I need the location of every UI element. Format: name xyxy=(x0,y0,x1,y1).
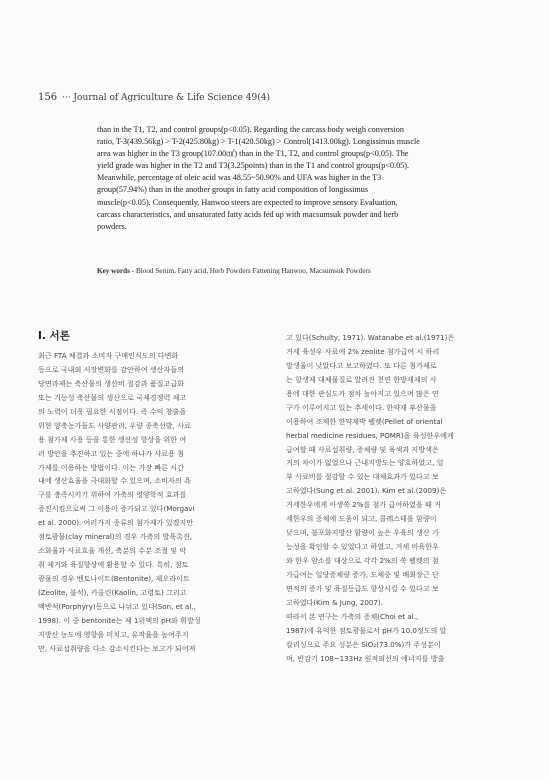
body-text-line: 능성을 확인할 수 있었다고 하였고, 거세 비육한우 xyxy=(286,542,439,552)
body-text-line: 1998). 이 중 bentonite는 제 1위액의 pH와 휘발성 xyxy=(38,615,201,625)
body-text-line: 당면과제는 축산물의 생산비 절감과 품질고급화 xyxy=(38,378,185,388)
body-text-line: 면적의 증가 및 육질등급도 향상시킬 수 있다고 보 xyxy=(286,583,439,593)
abstract-line: carcass characteristics, and unsaturated fatty acids fed up with macsumsuk powder and herb xyxy=(97,209,399,219)
body-text-line: 거세 육성우 사료에 2% zeolite 첨가급여 시 하리 xyxy=(286,346,440,356)
body-text-line: 만, 사료섭취량을 다소 감소시킨다는 보고가 되어져 xyxy=(38,643,196,653)
body-text-line: 고하였다(Sung et al. 2001). Kim et al.(2009)은 xyxy=(286,486,447,496)
body-text-line: 발생율이 낮았다고 보고하였다. 또 다른 첨가제로 xyxy=(286,360,437,370)
body-text-line: 용 첨가제 사용 등을 통한 생산성 향상을 위한 여 xyxy=(38,434,187,444)
body-text-line: 러 방안을 추진하고 있는 중에 하나가 사료용 첨 xyxy=(38,448,184,458)
abstract-line: ratio, T-3(439.56kg) > T-2(425.80kg) > T-1(420.50kg) > Control(1413.00kg). Longissimus muscle xyxy=(97,137,420,147)
running-header xyxy=(38,92,270,103)
body-text-line: 위한 양축농가들도 사양관리, 우량 종축선발, 사료 xyxy=(38,420,191,430)
abstract-line: muscle(p<0.05). Consequently, Hanwoo steers are expected to improve sensory Evaluation, xyxy=(97,197,398,207)
body-text-line: 내에 생산효율을 극대화할 수 있으며, 소비자의 욕 xyxy=(38,476,191,486)
body-text-line: 고하였다(Kim & Jung, 2007). xyxy=(286,597,383,607)
body-text-line: 가제를 이용하는 방법이다. 이는 가장 빠른 시간 xyxy=(38,462,184,472)
body-text-line: 고 있다(Schulty, 1971). Watanabe et al.(1971)은 xyxy=(286,333,455,342)
body-text-line: 지방산 농도에 영향을 미치고, 유작율을 높여주지 xyxy=(38,629,189,639)
page-number: 156 xyxy=(38,92,58,103)
abstract-line: group(57.94%) than in the another groups in fatty acid composition of longissimus xyxy=(97,185,369,195)
journal-title: ··· Journal of Agriculture & Life Science 49(4) xyxy=(61,93,270,103)
abstract-line: than in the T1, T2, and control groups(p<0.05). Regarding the carcass body weigh conversion xyxy=(97,125,404,134)
body-text-line: 급여할 때 사료섭취량, 증체량 및 육색과 지방색은 xyxy=(286,444,439,454)
body-text-line: 이용하여 조제한 한약재박 펠렛(Pellet of oriental xyxy=(286,416,443,426)
body-text-line: 구가 이루어지고 있는 추세이다. 한약재 부산물을 xyxy=(286,402,437,412)
body-text-line: 따라서 본 연구는 가축의 증체(Choi et al., xyxy=(286,611,419,621)
body-text-line: 의 노력이 더욱 필요한 시점이다. 즉 수익 창출을 xyxy=(38,406,187,416)
body-text-line: 세한우의 증체에 도움이 되고, 콜레스테롤 함량이 xyxy=(286,514,437,524)
abstract-line: powders. xyxy=(97,221,127,231)
abstract-line: Meanwhile, percentage of oleic acid was 48.55~50.90% and UFA was higher in the T3 xyxy=(97,173,382,183)
body-text-line: 맥반석(Porphyry)등으로 나뉘고 있다(Son, et al., xyxy=(38,601,196,611)
body-text-line: 칼리성으로 주요 성분은 SiO₂(73.0%)가 주성분이 xyxy=(286,639,441,649)
body-text-line: 는 항생제 대체물질로 알려진 천연 한방재제의 사 xyxy=(286,374,437,384)
body-text-line: 가급여는 일당증체량 증가, 도체중 및 배최장근 단 xyxy=(286,569,439,579)
body-text-line: 낮으며, 불포화지방산 함량이 높은 우육의 생산 가 xyxy=(286,528,439,538)
body-text-line: 1987)에 유익한 점토광물로서 pH가 10.0정도의 알 xyxy=(286,625,447,635)
body-text-line: et al. 2000). 여러가지 종류의 첨가제가 있겠지만 xyxy=(38,518,194,528)
keywords-label: Key words xyxy=(97,267,130,275)
body-text-line: 증진시킴으로써 그 이용이 증가되고 있다(Morgavi xyxy=(38,504,195,514)
body-text-line: 소화율과 사료효율 개선, 축분의 수분 조절 및 악 xyxy=(38,546,187,556)
body-column-left xyxy=(38,349,274,656)
body-text-line: herbal medicine residues, POMR)을 육성한우에게 xyxy=(286,430,454,440)
body-text-line: 부 사료비를 절감할 수 있는 대체효과가 있다고 보 xyxy=(286,472,439,482)
body-text-line: 와 한우 암소를 대상으로 각각 2%의 쑥 펠렛의 첨 xyxy=(286,556,439,565)
body-text-line: 광물의 경우 벤토나이트(Bentonite), 제오라이트 xyxy=(38,574,190,583)
body-text-line: 최근 FTA 체결과 소비자 구매인식도의 다변화 xyxy=(38,351,179,360)
keywords-line xyxy=(97,267,487,275)
body-text-line: 거의 차이가 없었으나 근내지방도는 양호하였고, 일 xyxy=(286,458,444,468)
body-text-line: 거세한우에게 아생쑥 2%를 첨가 급여하였을 때 거 xyxy=(286,500,441,510)
body-text-line: 며, 반감기 108~133Hz 원적외선의 에너지를 방출 xyxy=(286,653,445,663)
body-text-line: 용에 대한 관심도가 점차 높아지고 있으며 많은 연 xyxy=(286,388,439,398)
body-text-line: 점토광물(clay mineral)의 경우 가축의 발육촉진, xyxy=(38,532,193,542)
body-text-line: (Zeolite, 불석), 카올린(Kaolin, 고령토) 그리고 xyxy=(38,587,187,597)
body-text-line: 구를 충족시키기 위하여 가축의 영양학적 효과를 xyxy=(38,490,187,500)
body-text-line: 또는 기능성 축산물의 생산으로 국제경쟁력 제고 xyxy=(38,392,187,402)
abstract-line: area was higher in the T3 group(107.00㎠) than in the T1, T2, and control groups(p<0.05). The xyxy=(97,149,409,159)
body-text-line: 등으로 국내외 시장변화를 감안하여 생산자들의 xyxy=(38,364,185,374)
body-column-right xyxy=(286,331,522,666)
abstract-line: yield grade was higher in the T2 and T3(3.25points) than in the T1 and control groups(p<0.05). xyxy=(97,161,410,171)
abstract-block xyxy=(97,124,477,233)
body-text-line: 취 제거와 육질향상에 활용할 수 있다. 특히, 점토 xyxy=(38,560,189,570)
section-title-introduction: Ⅰ. 서론 xyxy=(38,330,70,342)
keywords-text: - Blood Serum, Fatty acid, Herb Powders Fattening Hanwoo, Macsumsuk Powders xyxy=(129,267,371,275)
